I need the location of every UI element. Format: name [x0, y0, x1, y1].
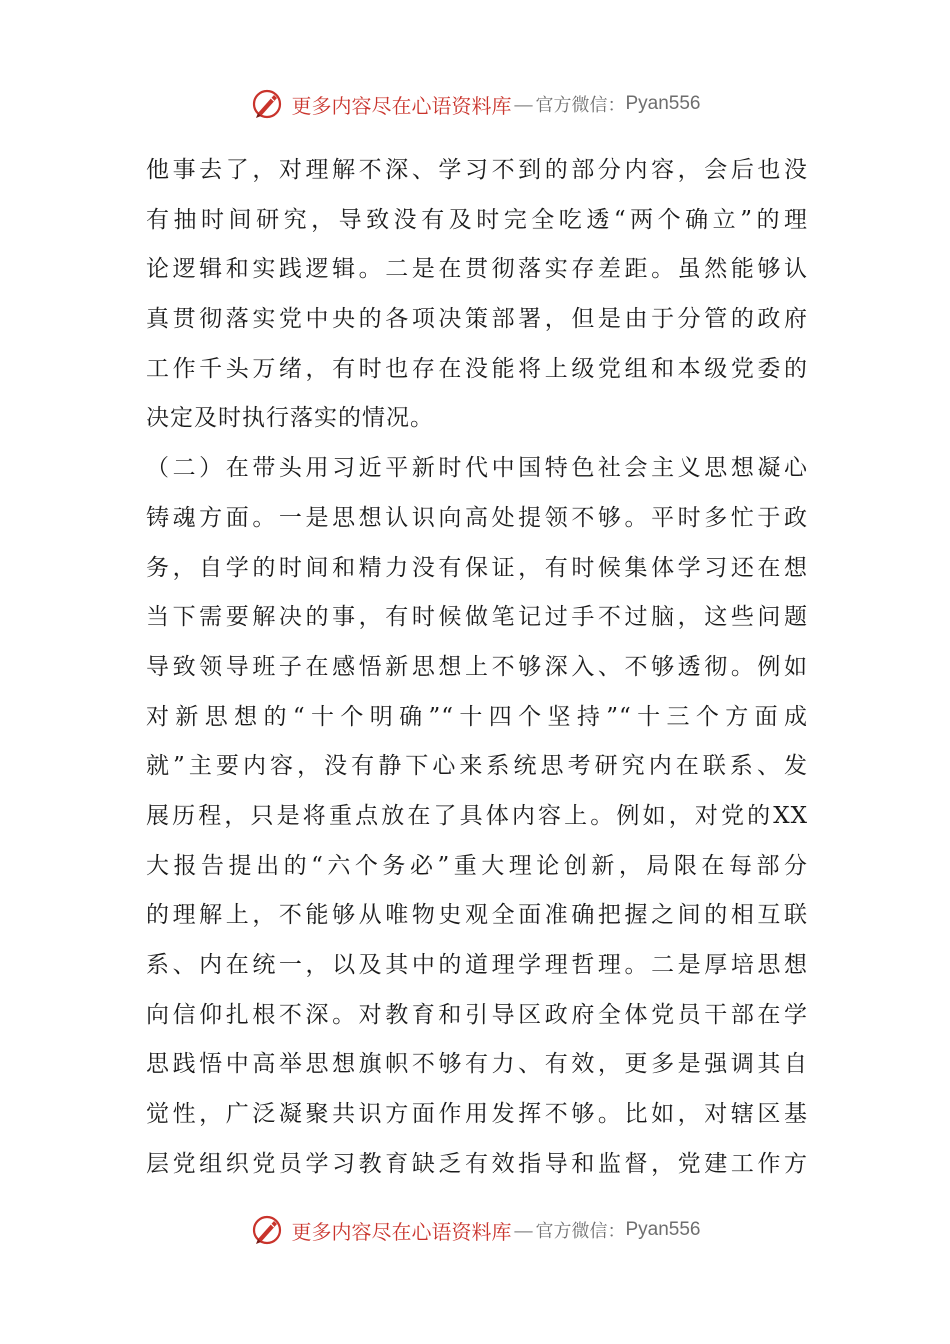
text-line: 他事去了，对理解不深、学习不到的部分内容，会后也没	[146, 157, 808, 183]
text-line: 决定及时执行落实的情况。	[146, 405, 434, 432]
text-line: 当下需要解决的事，有时候做笔记过手不过脑，这些问题	[146, 604, 808, 631]
banner-wechat-label: 官方微信：	[535, 1221, 626, 1242]
text-line: 系、内在统一，以及其中的道理学理哲理。二是厚培思想	[146, 952, 808, 978]
banner-wechat-label: 官方微信：	[535, 95, 626, 116]
text-line: 真贯彻落实党中央的各项决策部署，但是由于分管的政府	[146, 306, 808, 333]
text-line: 导致领导班子在感悟新思想上不够深入、不够透彻。例如	[146, 653, 808, 680]
text-line: 对新思想的“十个明确”“十四个坚持”“十三个方面成	[146, 703, 808, 730]
text-line: 思践悟中高举思想旗帜不够有力、有效，更多是强调其自	[146, 1051, 808, 1078]
text-line: 论逻辑和实践逻辑。二是在贯彻落实存差距。虽然能够认	[146, 256, 808, 283]
text-line: （二）在带头用习近平新时代中国特色社会主义思想凝心	[146, 455, 808, 482]
pen-logo-icon	[249, 86, 285, 122]
header-watermark-banner	[0, 82, 950, 126]
banner-dash: —	[513, 92, 534, 116]
banner-main-text: 更多内容尽在心语资料库	[291, 1219, 512, 1244]
footer-watermark-banner	[0, 1208, 950, 1252]
pen-logo-icon	[249, 1212, 285, 1248]
text-line: 务，自学的时间和精力没有保证，有时候集体学习还在想	[146, 554, 808, 581]
banner-main-text: 更多内容尽在心语资料库	[291, 93, 512, 118]
text-line: 就”主要内容，没有静下心来系统思考研究内在联系、发	[146, 753, 808, 780]
banner-wechat-id: Pyan556	[625, 1219, 701, 1240]
document-body	[146, 146, 808, 1189]
text-line: 觉性，广泛凝聚共识方面作用发挥不够。比如，对辖区基	[146, 1101, 808, 1128]
banner-dash: —	[513, 1218, 534, 1242]
banner-wechat-id: Pyan556	[625, 93, 701, 114]
text-line: 向信仰扎根不深。对教育和引导区政府全体党员干部在学	[146, 1001, 808, 1028]
text-line: 工作千头万绪，有时也存在没能将上级党组和本级党委的	[146, 355, 808, 382]
text-line: 铸魂方面。一是思想认识向高处提领不够。平时多忙于政	[146, 504, 808, 531]
text-line: 展历程，只是将重点放在了具体内容上。例如，对党的XX	[146, 802, 808, 829]
text-line: 层党组织党员学习教育缺乏有效指导和监督，党建工作方	[146, 1150, 808, 1177]
text-line: 的理解上，不能够从唯物史观全面准确把握之间的相互联	[146, 902, 808, 929]
text-line: 有抽时间研究，导致没有及时完全吃透“两个确立”的理	[146, 206, 808, 233]
text-line: 大报告提出的“六个务必”重大理论创新，局限在每部分	[146, 852, 808, 879]
